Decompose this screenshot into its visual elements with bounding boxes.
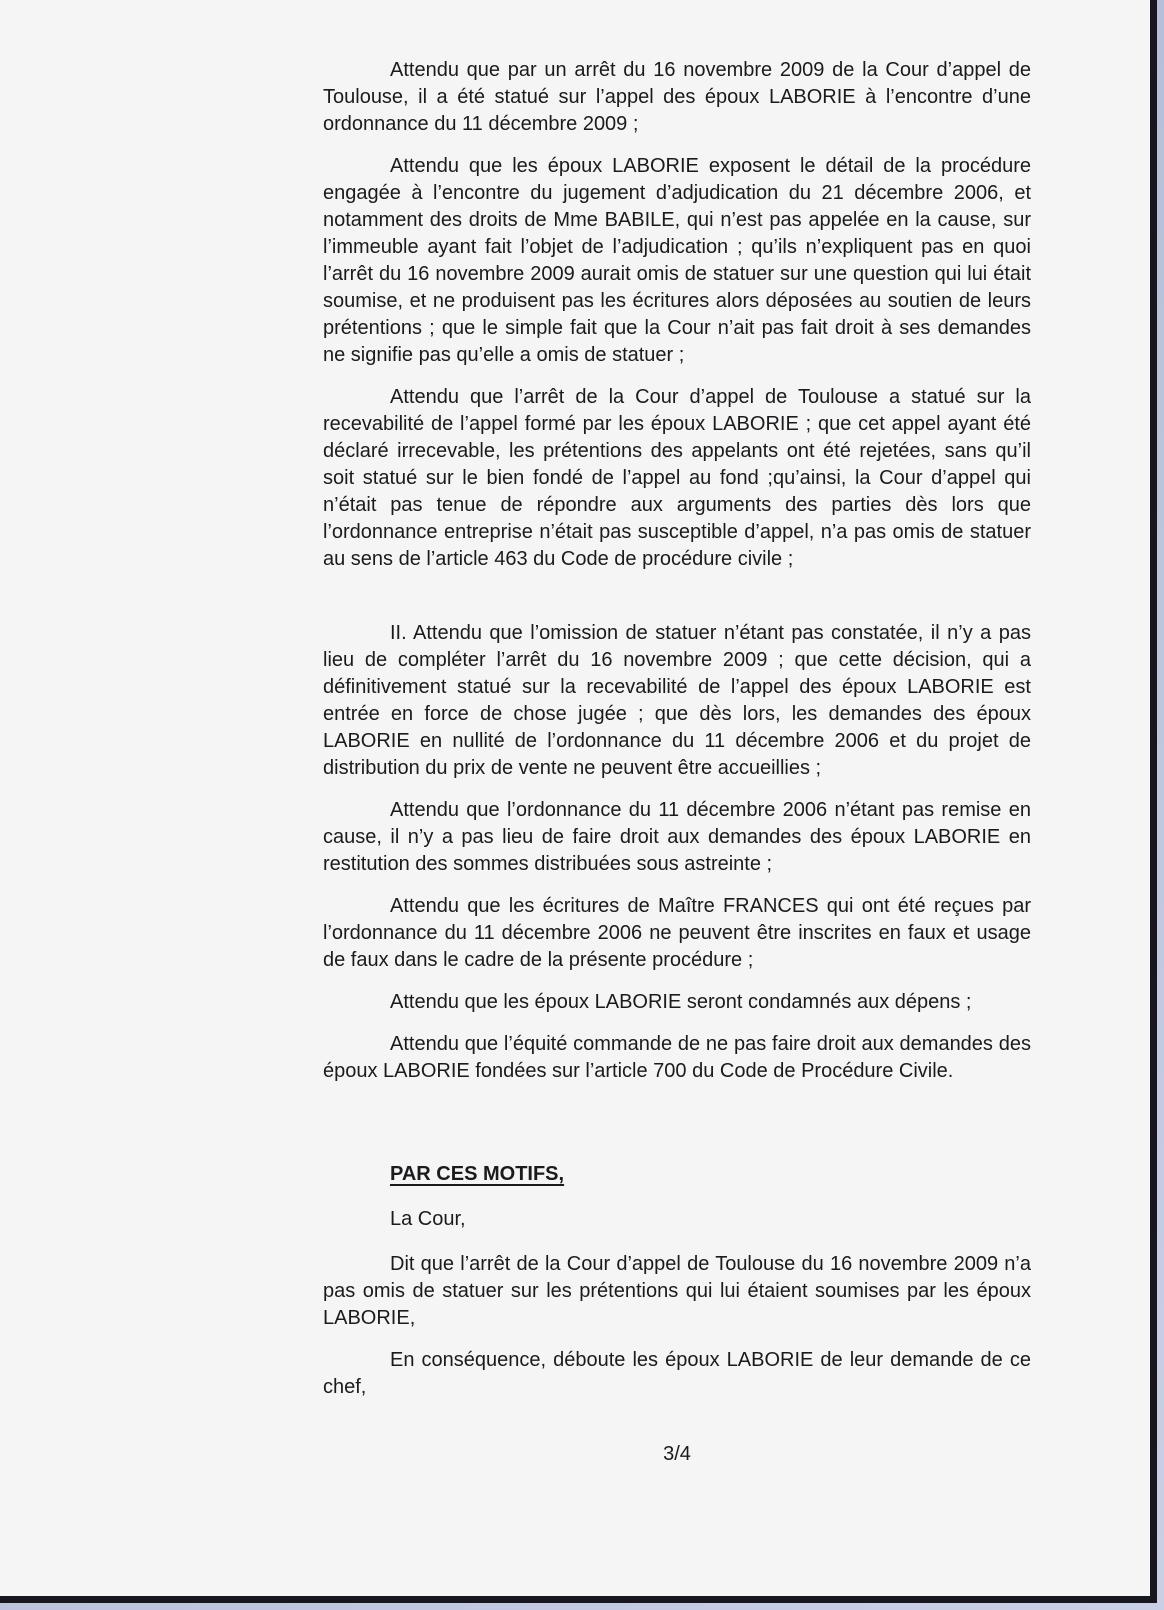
attendu-paragraph-6: Attendu que les écritures de Maître FRANCES qui ont été reçues par l’ordonnance du 11 décembre 2006 ne peuvent être inscrites en faux et usage de faux dans le cadre de la présente procédure ;: [323, 895, 1031, 971]
attendu-paragraph-3: Attendu que l’arrêt de la Cour d’appel de Toulouse a statué sur la recevabilité de l’appel formé par les époux LABORIE ; que cet appel ayant été déclaré irrecevable, les prétentions des appelants ont été rejetées, sans qu’il soit statué sur le bien fondé de l’appel au fond ;qu’ainsi, la Cour d’appel qui n’était pas tenue de répondre aux arguments des parties dès lors que l’ordonnance entreprise n’était pas susceptible d’appel, n’a pas omis de statuer au sens de l’article 463 du Code de procédure civile ;: [323, 386, 1031, 570]
attendu-paragraph-1: Attendu que par un arrêt du 16 novembre 2009 de la Cour d’appel de Toulouse, il a été statué sur l’appel des époux LABORIE à l’encontre d’une ordonnance du 11 décembre 2009 ;: [323, 59, 1031, 135]
page-number: 3/4: [663, 1443, 691, 1465]
attendu-paragraph-2: Attendu que les époux LABORIE exposent le détail de la procédure engagée à l’encontre du jugement d’adjudication du 21 décembre 2006, et notamment des droits de Mme BABILE, qui n’est pas appelée en la cause, sur l’immeuble ayant fait l’objet de l’adjudication ; qu’ils n’expliquent pas en quoi l’arrêt du 16 novembre 2009 aurait omis de statuer sur une question qui lui était soumise, et ne produisent pas les écritures alors déposées au soutien de leurs prétentions ; que le simple fait que la Cour n’ait pas fait droit à ses demandes ne signifie pas qu’elle a omis de statuer ;: [323, 155, 1031, 366]
page-content: [323, 57, 1031, 1468]
attendu-paragraph-8: Attendu que l’équité commande de ne pas faire droit aux demandes des époux LABORIE fondées sur l’article 700 du Code de Procédure Civile.: [323, 1033, 1031, 1082]
attendu-paragraph-7: Attendu que les époux LABORIE seront condamnés aux dépens ;: [390, 991, 972, 1013]
la-cour-line: La Cour,: [390, 1208, 466, 1230]
en-consequence-paragraph: En conséquence, déboute les époux LABORIE de leur demande de ce chef,: [323, 1349, 1031, 1398]
attendu-paragraph-5: Attendu que l’ordonnance du 11 décembre 2006 n’étant pas remise en cause, il n’y a pas lieu de faire droit aux demandes des époux LABORIE en restitution des sommes distribuées sous astreinte ;: [323, 799, 1031, 875]
dit-que-paragraph: Dit que l’arrêt de la Cour d’appel de Toulouse du 16 novembre 2009 n’a pas omis de statuer sur les prétentions qui lui étaient soumises par les époux LABORIE,: [323, 1253, 1031, 1329]
par-ces-motifs-heading: PAR CES MOTIFS,: [390, 1163, 565, 1185]
attendu-paragraph-4: II. Attendu que l’omission de statuer n’étant pas constatée, il n’y a pas lieu de compléter l’arrêt du 16 novembre 2009 ; que cette décision, qui a définitivement statué sur la recevabilité de l’appel des époux LABORIE est entrée en force de chose jugée ; que dès lors, les demandes des époux LABORIE en nullité de l’ordonnance du 11 décembre 2006 et du projet de distribution du prix de vente ne peuvent être accueillies ;: [323, 622, 1031, 779]
